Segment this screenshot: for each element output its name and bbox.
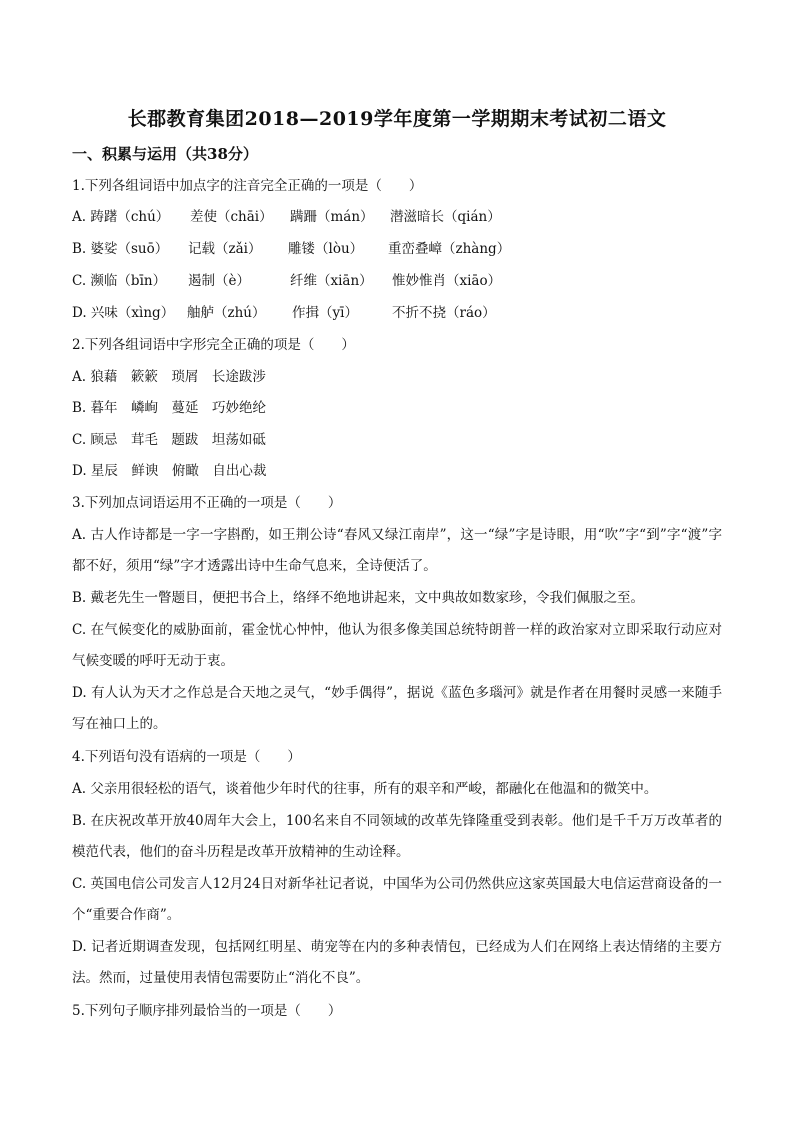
exam-title: 长郡教育集团2018—2019学年度第一学期期末考试初二语文 <box>127 108 667 130</box>
q4-option-d: D. 记者近期调查发现，包括网红明星、萌宠等在内的多种表情包，已经成为人们在网络上表达情绪的主要方法。然而，过量使用表情包需要防止“消化不良”。 <box>72 939 722 986</box>
q4-option-c: C. 英国电信公司发言人12月24日对新华社记者说，中国华为公司仍然供应这家英国最大电信运营商设备的一个“重要合作商”。 <box>72 876 722 923</box>
q4-option-a: A. 父亲用很轻松的语气，谈着他少年时代的往事，所有的艰辛和严峻，都融化在他温和的微笑中。 <box>72 781 658 797</box>
q1-option-d-1: D. 兴味（xìng） <box>72 305 175 321</box>
question-3-stem: 3.下列加点词语运用不正确的一项是（ ） <box>72 495 342 511</box>
q1-option-c-1: C. 濒临（bīn） <box>72 273 167 289</box>
q1-option-c-2: 遏制（è） <box>188 273 250 289</box>
q2-option-d: D. 星辰 鲜谀 俯瞰 自出心裁 <box>72 463 267 479</box>
q1-option-a-2: 差使（chāi） <box>190 209 273 225</box>
q3-option-d: D. 有人认为天才之作总是合天地之灵气，“妙手偶得”，据说《蓝色多瑙河》就是作者在用餐时灵感一来随手写在袖口上的。 <box>72 685 722 732</box>
q1-option-d-4: 不折不挠（ráo） <box>392 305 496 321</box>
q1-option-a-3: 蹒跚（mán） <box>290 209 374 225</box>
q2-option-b: B. 暮年 嶙峋 蔓延 巧妙绝纶 <box>72 400 267 416</box>
question-4-stem: 4.下列语句没有语病的一项是（ ） <box>72 749 301 765</box>
q1-option-a-1: A. 踌躇（chú） <box>72 209 170 225</box>
q4-option-b: B. 在庆祝改革开放40周年大会上，100名来自不同领域的改革先锋隆重受到表彰。他们是千千万万改革者的模范代表，他们的奋斗历程是改革开放精神的生动诠释。 <box>72 813 722 860</box>
question-1-stem: 1.下列各组词语中加点字的注音完全正确的一项是（ ） <box>72 178 423 194</box>
q1-option-c-3: 纤维（xiān） <box>290 273 373 289</box>
q1-option-c-4: 惟妙惟肖（xiāo） <box>392 273 502 289</box>
q1-option-b-1: B. 婆娑（suō） <box>72 241 169 257</box>
q1-option-b-4: 重峦叠嶂（zhàng） <box>388 241 511 257</box>
question-5-stem: 5.下列句子顺序排列最恰当的一项是（ ） <box>72 1003 342 1019</box>
q1-option-d-3: 作揖（yī） <box>292 305 358 321</box>
q1-option-b-3: 雕镂（lòu） <box>288 241 364 257</box>
q1-option-b-2: 记载（zǎi） <box>188 241 262 257</box>
q1-option-a-4: 潜滋暗长（qián） <box>390 209 501 225</box>
question-2-stem: 2.下列各组词语中字形完全正确的项是（ ） <box>72 337 355 353</box>
q2-option-c: C. 顾忌 茸毛 题跋 坦荡如砥 <box>72 432 266 448</box>
q1-option-d-2: 舳舻（zhú） <box>187 305 266 321</box>
q3-option-a: A. 古人作诗都是一字一字斟酌，如王荆公诗“春风又绿江南岸”，这一“绿”字是诗眼，用“吹”字“到”字“渡”字都不好，须用“绿”字才透露出诗中生命气息来，全诗便活了。 <box>72 527 722 574</box>
q3-option-b: B. 戴老先生一瞥题目，便把书合上，络绎不绝地讲起来，文中典故如数家珍，令我们佩服之至。 <box>72 590 645 606</box>
q2-option-a: A. 狼藉 簌簌 琐屑 长途跋涉 <box>72 369 266 385</box>
q3-option-c: C. 在气候变化的威胁面前，霍金忧心忡忡，他认为很多像美国总统特朗普一样的政治家对立即采取行动应对气候变暖的呼吁无动于衷。 <box>72 622 722 669</box>
section-heading: 一、积累与运用（共38分） <box>72 145 258 163</box>
